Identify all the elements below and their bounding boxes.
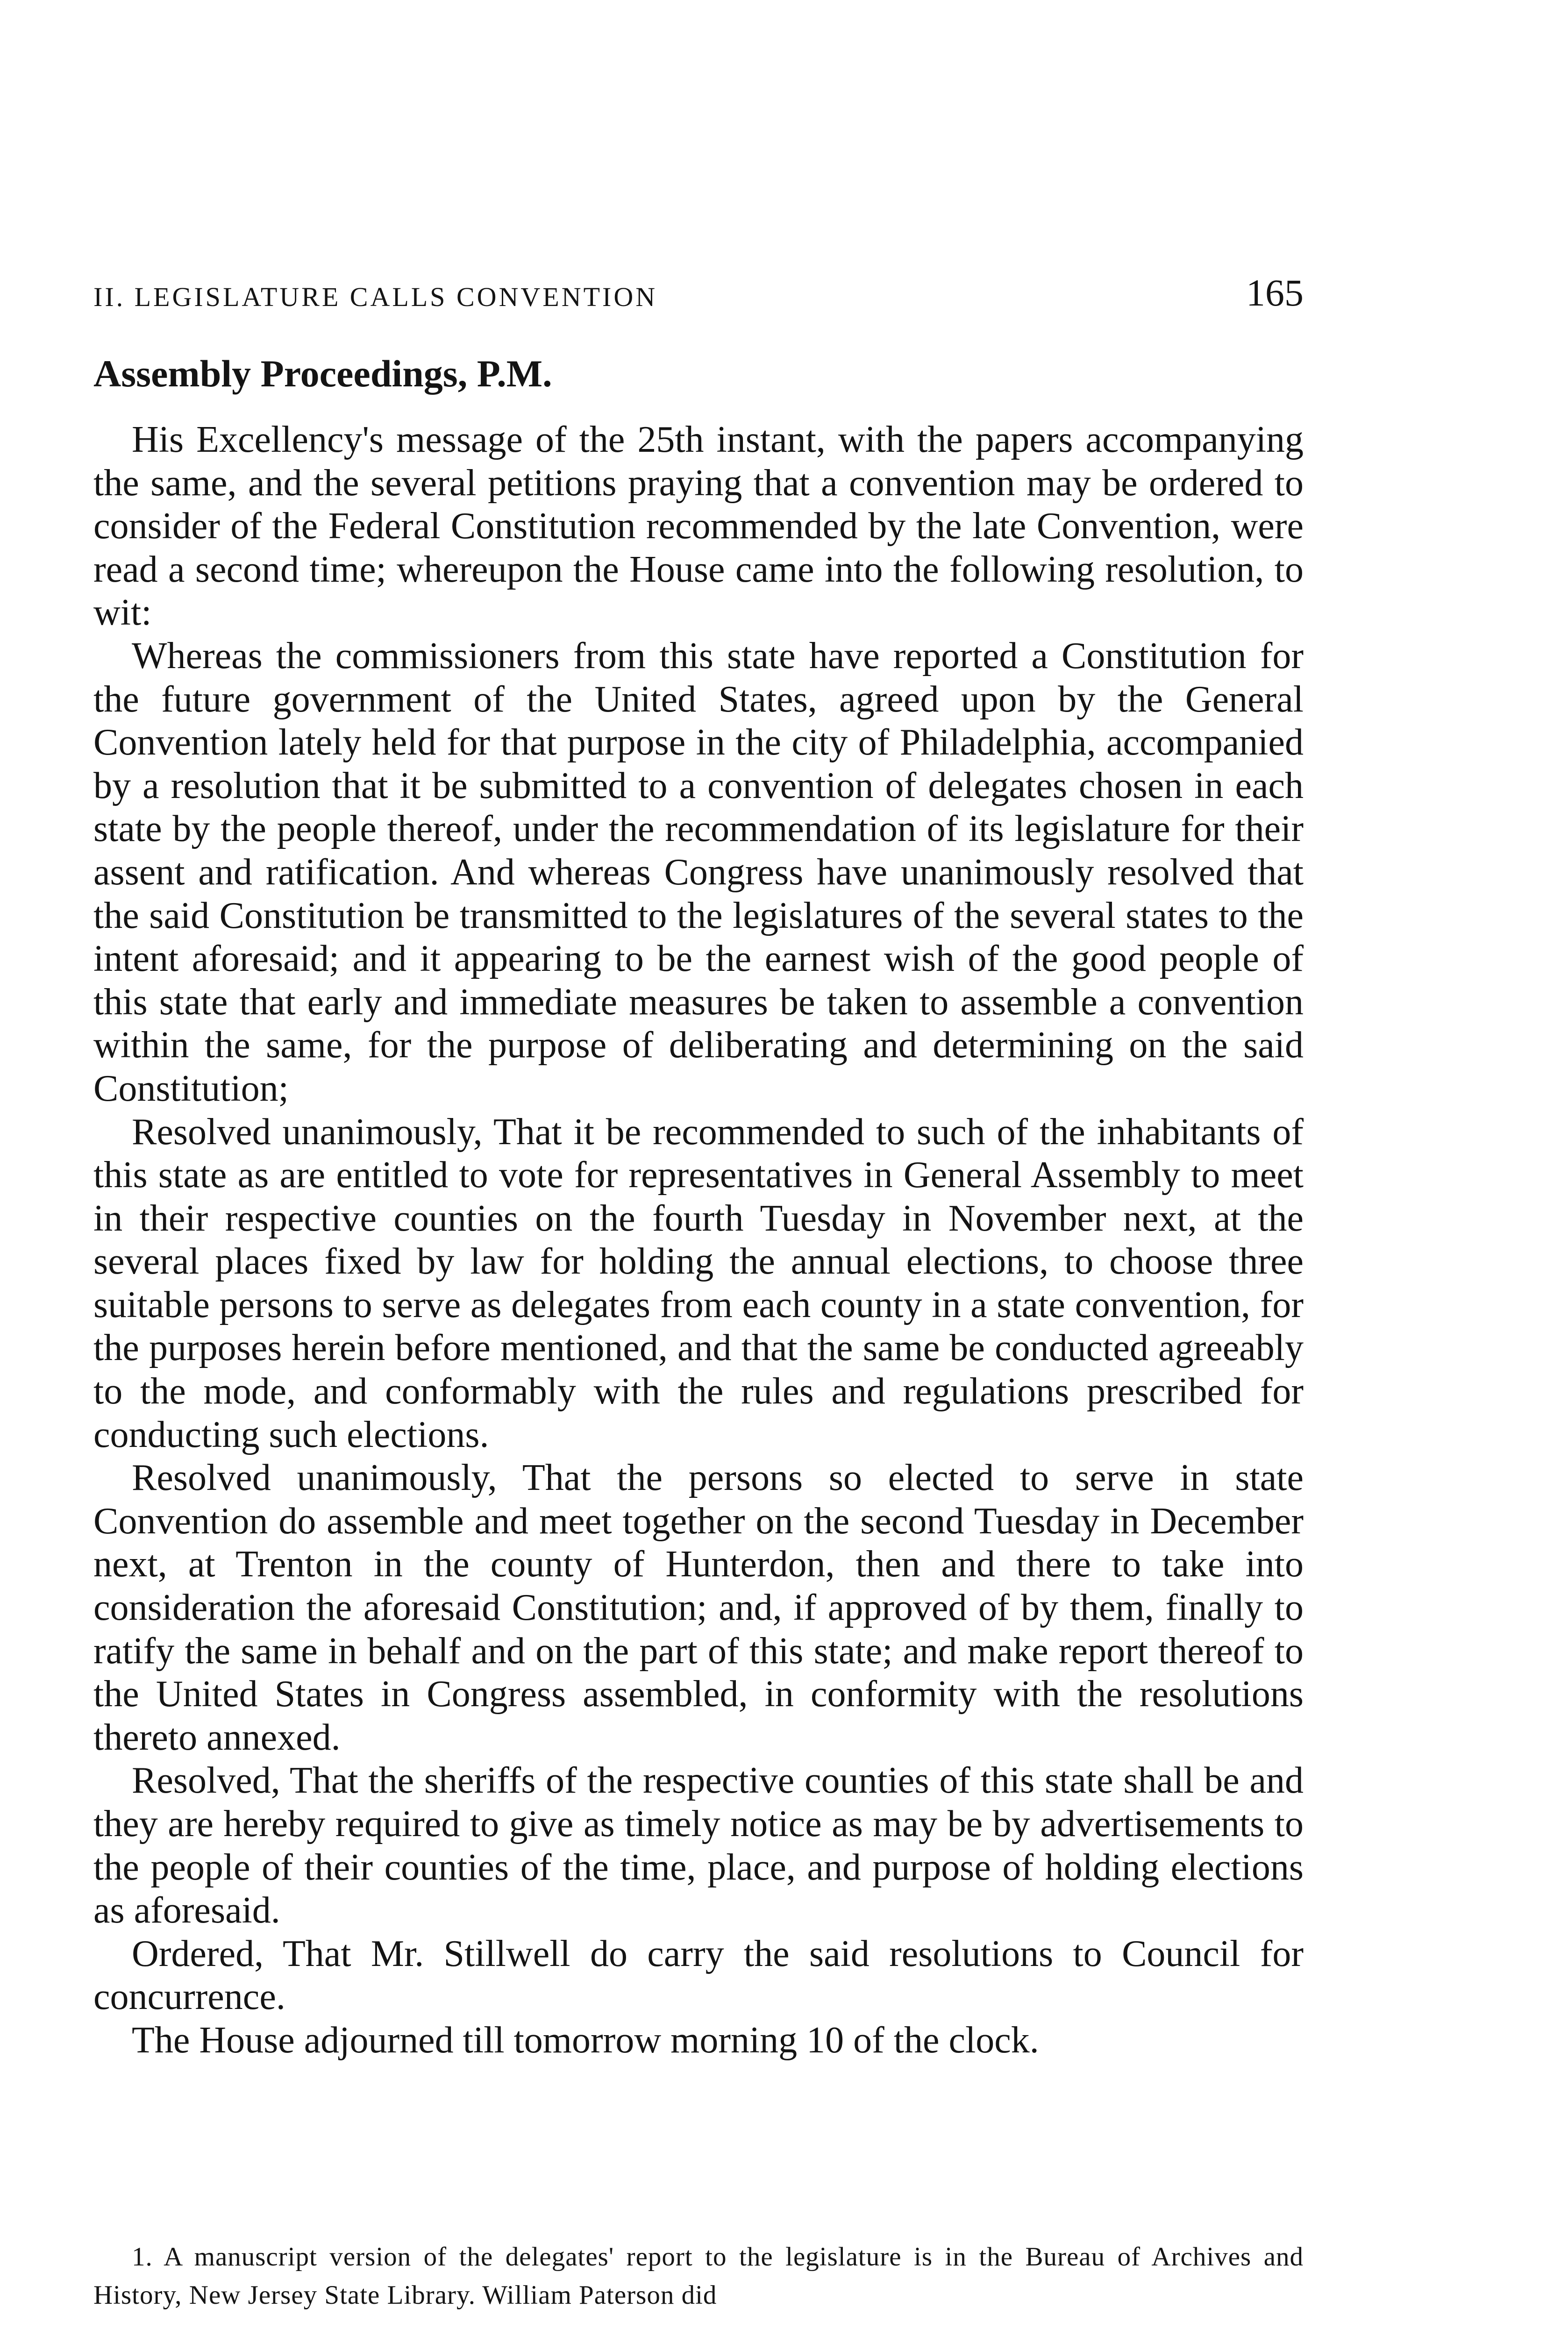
body-text [93, 418, 1304, 2062]
paragraph-message: His Excellency's message of the 25th instant, with the papers accompanying the same, and the several petitions praying that a convention may be ordered to consider of the Federal Constitution recommended by the late Convention, were read a second time; whereupon the House came into the following resolution, to wit: [93, 419, 1304, 634]
running-head-title: II. LEGISLATURE CALLS CONVENTION [93, 282, 658, 312]
section-heading: Assembly Proceedings, P.M. [93, 352, 552, 395]
footnote: 1. A manuscript version of the delegates' report to the legislature is in the Bureau of Archives and History, New Jersey State Library. William Paterson did [93, 2242, 1304, 2310]
paragraph-whereas: Whereas the commissioners from this state have reported a Constitution for the future government of the United States, agreed upon by the General Convention lately held for that purpose in the city of Philadelphia, accompanied by a resolution that it be submitted to a convention of delegates chosen in each state by the people thereof, under the recommendation of its legislature for their assent and ratification. And whereas Congress have unanimously resolved that the said Constitution be transmitted to the legislatures of the several states to the intent aforesaid; and it appearing to be the earnest wish of the good people of this state that early and immediate measures be taken to assemble a convention within the same, for the purpose of deliberating and determining on the said Constitution; [93, 635, 1304, 1109]
running-head [93, 271, 1304, 322]
paragraph-resolved-convention: Resolved unanimously, That the persons so elected to serve in state Convention do assemble and meet together on the second Tuesday in December next, at Trenton in the county of Hunterdon, then and there to take into consideration the aforesaid Constitution; and, if approved of by them, finally to ratify the same in behalf and on the part of this state; and make report thereof to the United States in Congress assembled, in conformity with the resolutions thereto annexed. [93, 1457, 1304, 1758]
paragraph-adjourned: The House adjourned till tomorrow morning 10 of the clock. [132, 2019, 1039, 2061]
paragraph-resolved-election: Resolved unanimously, That it be recommended to such of the inhabitants of this state as are entitled to vote for representatives in General Assembly to meet in their respective counties on the fourth Tuesday in November next, at the several places fixed by law for holding the annual elections, to choose three suitable persons to serve as delegates from each county in a state convention, for the purposes herein before mentioned, and that the same be conducted agreeably to the mode, and conformably with the rules and regulations prescribed for conducting such elections. [93, 1111, 1304, 1455]
page-number: 165 [1246, 271, 1304, 314]
paragraph-resolved-sheriffs: Resolved, That the sheriffs of the respective counties of this state shall be and they are hereby required to give as timely notice as may be by advertisements to the people of their counties of the time, place, and purpose of holding elections as aforesaid. [93, 1760, 1304, 1931]
paragraph-ordered: Ordered, That Mr. Stillwell do carry the said resolutions to Council for concurrence. [93, 1933, 1304, 2018]
